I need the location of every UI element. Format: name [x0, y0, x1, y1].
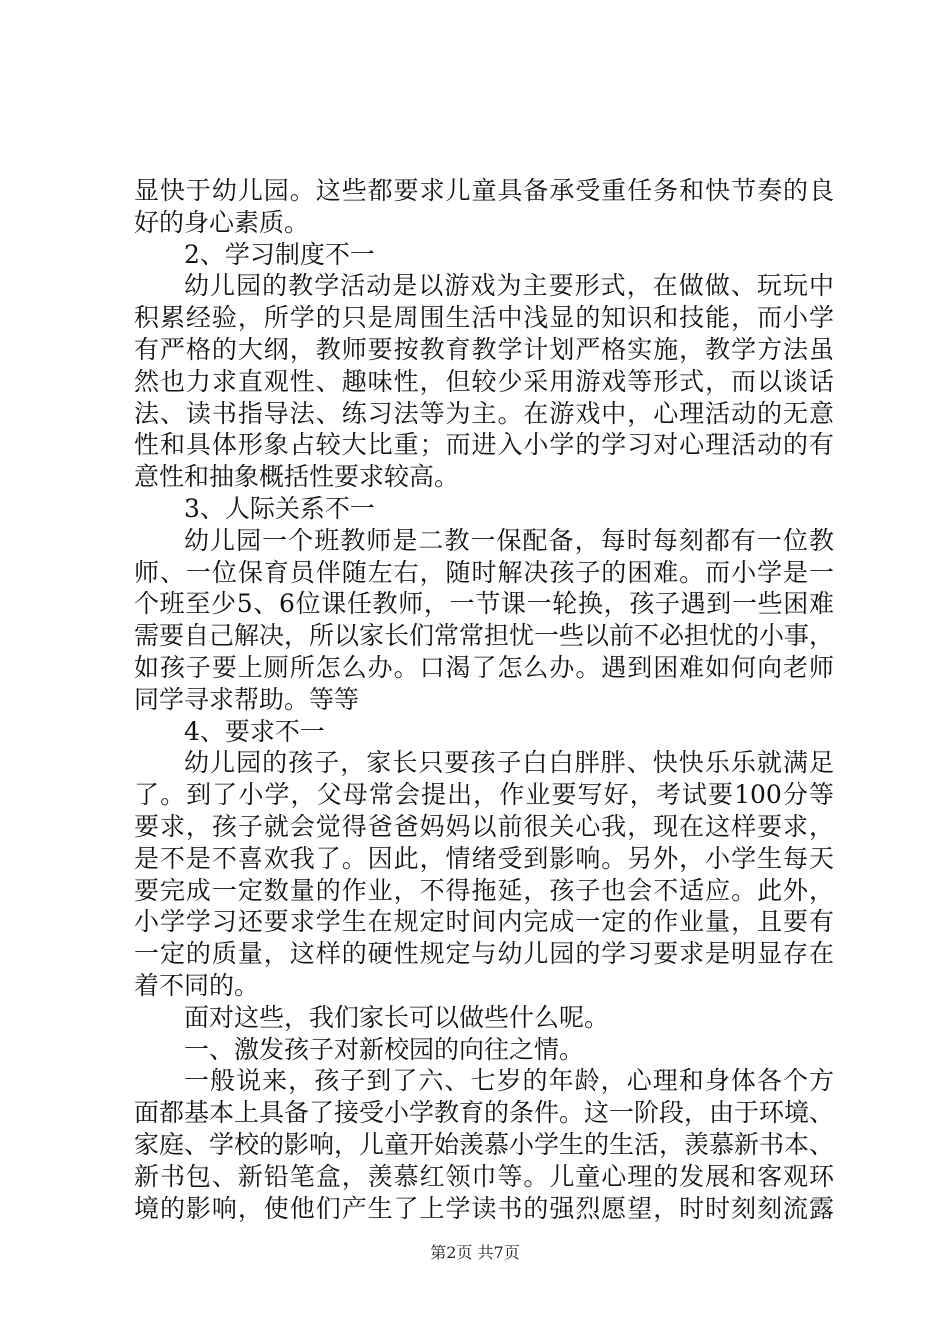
- text-line: 2、学习制度不一: [184, 239, 375, 269]
- text-line: 面对这些，我们家长可以做些什么呢。: [184, 1002, 610, 1032]
- text-line: 好的身心素质。: [134, 207, 310, 237]
- text-line: 一般说来，孩子到了六、七岁的年龄，心理和身体各个方: [184, 1066, 834, 1096]
- text-line: 师、一位保育员伴随左右，随时解决孩子的困难。而小学是一: [134, 557, 834, 587]
- text-line: 家庭、学校的影响，儿童开始羡慕小学生的生活，羡慕新书本、: [134, 1129, 835, 1159]
- text-line: 新书包、新铅笔盒，羡慕红领巾等。儿童心理的发展和客观环: [134, 1161, 834, 1191]
- text-line: 面都基本上具备了接受小学教育的条件。这一阶段，由于环境、: [134, 1098, 835, 1128]
- text-line: 需要自己解决，所以家长们常常担忧一些以前不必担忧的小事，: [134, 621, 835, 651]
- text-line: 意性和抽象概括性要求较高。: [134, 462, 460, 492]
- text-line: 要求，孩子就会觉得爸爸妈妈以前很关心我，现在这样要求，: [134, 811, 834, 841]
- text-line: 境的影响，使他们产生了上学读书的强烈愿望，时时刻刻流露: [134, 1193, 834, 1223]
- page-footer: [0, 1243, 950, 1263]
- text-line: 是不是不喜欢我了。因此，情绪受到影响。另外，小学生每天: [134, 843, 834, 873]
- text-line: 个班至少5、6位课任教师，一节课一轮换，孩子遇到一些困难: [134, 589, 834, 619]
- text-line: 积累经验，所学的只是周围生活中浅显的知识和技能，而小学: [134, 303, 834, 333]
- text-line: 着不同的。: [134, 970, 260, 1000]
- text-line: 了。到了小学，父母常会提出，作业要写好，考试要100分等: [134, 780, 834, 810]
- text-line: 如孩子要上厕所怎么办。口渴了怎么办。遇到困难如何向老师: [134, 652, 834, 682]
- text-line: 显快于幼儿园。这些都要求儿童具备承受重任务和快节奏的良: [134, 176, 834, 205]
- text-line: 性和具体形象占较大比重；而进入小学的学习对心理活动的有: [134, 430, 834, 460]
- text-line: 然也力求直观性、趣味性，但较少采用游戏等形式，而以谈话: [134, 366, 834, 396]
- text-line: 3、人际关系不一: [184, 493, 375, 523]
- text-line: 一定的质量，这样的硬性规定与幼儿园的学习要求是明显存在: [134, 939, 834, 969]
- text-line: 同学寻求帮助。等等: [134, 684, 360, 714]
- text-line: 一、激发孩子对新校园的向往之情。: [184, 1034, 585, 1064]
- text-line: 幼儿园一个班教师是二教一保配备，每时每刻都有一位教: [184, 525, 834, 555]
- document-body: [134, 175, 834, 1224]
- text-line: 有严格的大纲，教师要按教育教学计划严格实施，教学方法虽: [134, 334, 834, 364]
- text-line: 要完成一定数量的作业，不得拖延，孩子也会不适应。此外，: [134, 875, 834, 905]
- text-line: 4、要求不一: [184, 716, 325, 746]
- text-line: 幼儿园的孩子，家长只要孩子白白胖胖、快快乐乐就满足: [184, 748, 834, 778]
- page-number-indicator: 第2页 共7页: [430, 1243, 520, 1262]
- text-line: 小学学习还要求学生在规定时间内完成一定的作业量，且要有: [134, 907, 834, 937]
- text-line: 法、读书指导法、练习法等为主。在游戏中，心理活动的无意: [134, 398, 834, 428]
- text-line: 幼儿园的教学活动是以游戏为主要形式，在做做、玩玩中: [184, 271, 834, 301]
